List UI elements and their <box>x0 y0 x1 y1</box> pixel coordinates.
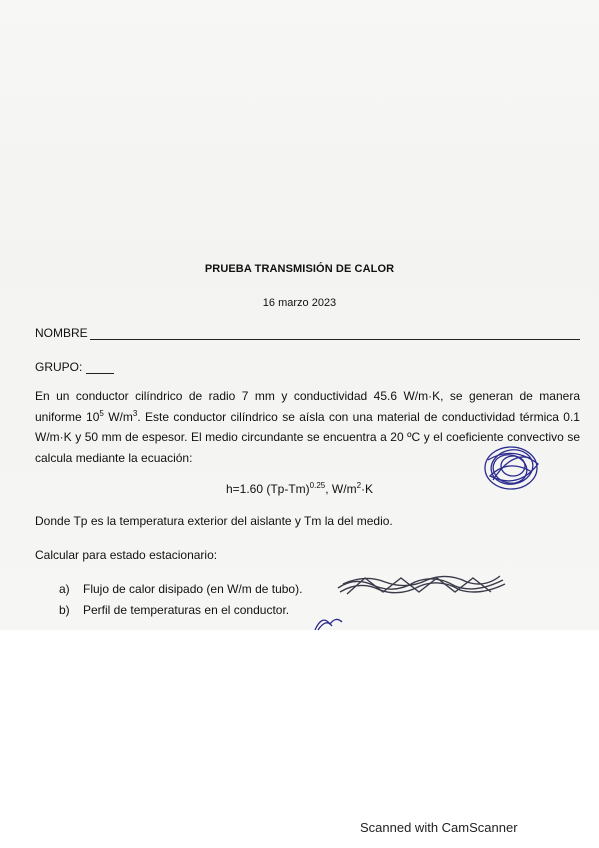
equation-unit-pre: , W/m <box>325 482 357 496</box>
equation-main: h=1.60 (Tp-Tm) <box>225 482 310 496</box>
where-text: Donde Tp es la temperatura exterior del aislante y Tm la del medio. <box>35 514 393 528</box>
name-field <box>35 326 580 340</box>
statement-part3: . Este conductor cilíndrico se aísla con una material de conductividad térmica 0.1 W/m·K y 50 mm de espesor. El medio circundante se encuentra a 20 ºC y el coeficiente convectivo se calcula mediante la ecuación: <box>35 409 580 465</box>
calculate-text: Calcular para estado estacionario: <box>35 548 218 562</box>
ink-scribble-name <box>335 572 510 598</box>
equation-unit-post: ·K <box>361 482 374 496</box>
equation-unit-exponent: 2 <box>356 481 362 490</box>
document-date: 16 marzo 2023 <box>262 297 337 309</box>
document-title: PRUEBA TRANSMISIÓN DE CALOR <box>204 263 395 275</box>
group-label: GRUPO: <box>35 360 83 374</box>
name-underline <box>90 328 580 340</box>
group-field <box>35 360 114 374</box>
name-label: NOMBRE <box>35 326 88 340</box>
statement-exp2: 3 <box>132 408 138 418</box>
question-item-b <box>59 603 289 617</box>
statement-part2: W/m <box>103 409 133 424</box>
item-marker: a) <box>59 582 70 596</box>
scanner-watermark: Scanned with CamScanner <box>360 820 518 835</box>
equation-exponent: 0.25 <box>309 481 326 490</box>
ink-scribble-circle <box>478 440 548 498</box>
question-item-a <box>59 582 302 596</box>
item-text: Flujo de calor disipado (en W/m de tubo). <box>83 582 303 596</box>
blank-area <box>0 630 599 848</box>
statement-part1: En un conductor cilíndrico de radio 7 mm y conductividad 45.6 W/m·K, se generan de manera uniforme 10 <box>35 389 580 424</box>
item-text: Perfil de temperaturas en el conductor. <box>83 603 290 617</box>
item-marker: b) <box>59 603 70 617</box>
statement-exp1: 5 <box>99 408 104 418</box>
ink-scribble-mark <box>312 612 348 632</box>
group-underline <box>86 362 114 374</box>
